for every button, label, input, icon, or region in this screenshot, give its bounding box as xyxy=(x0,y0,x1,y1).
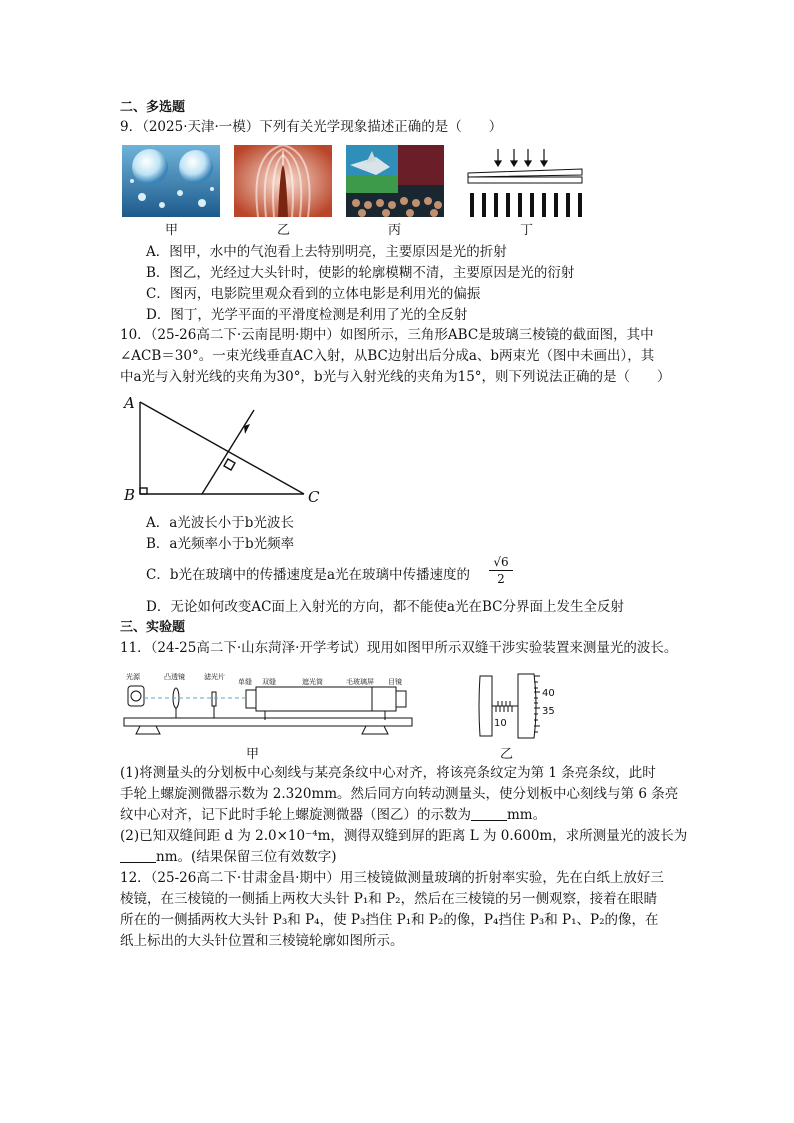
label-filter: 滤光片 xyxy=(204,673,225,681)
q11-stem: 11．（24-25高二下·山东菏泽·开学考试）现用如图甲所示双缝干涉实验装置来测量光的波长。 xyxy=(120,640,678,656)
diagram-prism-triangle xyxy=(120,390,330,508)
q10-stem-line1: 10．（25-26高二下·云南昆明·期中）如图所示，三角形ABC是玻璃三棱镜的截面图，其中 xyxy=(120,327,654,343)
q9-option-d: D．图丁，光学平面的平滑度检测是利用了光的全反射 xyxy=(146,307,468,323)
q10-stem-line3: 中a光与入射光线的夹角为30°，b光与入射光线的夹角为15°，则下列说法正确的是（ ） xyxy=(120,369,671,385)
photo-pin-diffraction xyxy=(234,145,332,217)
label-convex-lens: 凸透镜 xyxy=(164,673,185,681)
caption-jia: 甲 xyxy=(165,223,179,238)
q10-option-d: D．无论如何改变AC面上入射光的方向，都不能使a光在BC分界面上发生全反射 xyxy=(146,599,624,615)
q9-stem: 9．（2025·天津·一模）下列有关光学现象描述正确的是（ ） xyxy=(120,119,503,135)
caption-micrometer-yi: 乙 xyxy=(500,747,514,762)
section-title-multiple-choice: 二、多选题 xyxy=(120,100,186,115)
diagram-micrometer-reading xyxy=(478,672,568,740)
q10-option-a: A．a光波长小于b光波长 xyxy=(146,515,294,531)
caption-ding: 丁 xyxy=(520,223,534,238)
q11-part2-text: nm。(结果保留三位有效数字) xyxy=(156,849,337,865)
q10-option-b: B．a光频率小于b光频率 xyxy=(146,536,295,552)
label-light-shield-tube: 遮光筒 xyxy=(302,678,323,686)
q12-line3: 所在的一侧插两枚大头针 P₃和 P₄，使 P₃挡住 P₁和 P₂的像，P₄挡住 P₃和 P₁、P₂的像，在 xyxy=(120,912,659,928)
q11-part2-line2 xyxy=(120,847,337,867)
q9-option-a: A．图甲，水中的气泡看上去特别明亮，主要原因是光的折射 xyxy=(146,244,507,260)
label-vertex-b: B xyxy=(124,486,136,504)
fraction-sqrt6-over-2 xyxy=(489,554,513,587)
caption-apparatus-jia: 甲 xyxy=(246,747,260,762)
photo-3d-movie-theater xyxy=(346,145,444,217)
q9-option-b: B．图乙，光经过大头针时，使影的轮廓模糊不清，主要原因是光的衍射 xyxy=(146,265,575,281)
section-title-experiment: 三、实验题 xyxy=(120,620,186,635)
label-double-slit: 双缝 xyxy=(262,678,276,686)
q10-option-c: C．b光在玻璃中的传播速度是a光在玻璃中传播速度的 xyxy=(146,567,471,583)
answer-blank-wavelength[interactable] xyxy=(120,848,156,863)
photo-bubbles-in-water xyxy=(122,145,220,217)
fraction-denominator: 2 xyxy=(497,572,505,586)
q11-part2-line1: (2)已知双缝间距 d 为 2.0×10⁻⁴m，测得双缝到屏的距离 L 为 0.600m，求所测量光的波长为 xyxy=(120,828,688,844)
caption-yi: 乙 xyxy=(277,223,291,238)
label-frosted-glass-screen: 毛玻璃屏 xyxy=(346,678,374,686)
label-light-source: 光源 xyxy=(126,673,140,681)
micrometer-tick-10: 10 xyxy=(494,718,507,729)
q10-stem-line2: ∠ACB＝30°。一束光线垂直AC入射，从BC边射出后分成a、b两束光（图中未画出），其 xyxy=(120,348,655,364)
q9-option-c: C．图丙，电影院里观众看到的立体电影是利用光的偏振 xyxy=(146,286,481,302)
label-single-slit: 单缝 xyxy=(238,678,252,686)
diagram-double-slit-apparatus xyxy=(122,670,418,740)
label-vertex-c: C xyxy=(308,488,320,506)
caption-bing: 丙 xyxy=(388,223,402,238)
answer-blank-micrometer[interactable] xyxy=(471,806,507,821)
fraction-numerator: √6 xyxy=(489,554,513,571)
micrometer-tick-40: 40 xyxy=(542,688,555,699)
q11-part1-unit: mm。 xyxy=(507,807,547,823)
q11-part1-line3 xyxy=(120,805,546,825)
q12-line2: 棱镜，在三棱镜的一侧插上两枚大头针 P₁和 P₂，然后在三棱镜的另一侧观察，接着在眼睛 xyxy=(120,891,658,907)
q11-part1-line1: (1)将测量头的分划板中心刻线与某亮条纹中心对齐，将该亮条纹定为第 1 条亮条纹，此时 xyxy=(120,765,656,781)
label-vertex-a: A xyxy=(124,394,135,412)
q12-line1: 12．（25-26高二下·甘肃金昌·期中）用三棱镜做测量玻璃的折射率实验，先在白纸上放好三 xyxy=(120,870,664,886)
q12-line4: 纸上标出的大头针位置和三棱镜轮廓如图所示。 xyxy=(120,933,404,949)
q11-part1-line2: 手轮上螺旋测微器示数为 2.320mm。然后同方向转动测量头，使分划板中心刻线与第 6 条亮 xyxy=(120,786,679,802)
label-eyepiece: 目镜 xyxy=(388,678,402,686)
micrometer-tick-35: 35 xyxy=(542,706,555,717)
diagram-optical-flatness-test xyxy=(464,145,586,217)
q11-part1-line3-text: 纹中心对齐，记下此时手轮上螺旋测微器（图乙）的示数为 xyxy=(120,807,471,823)
